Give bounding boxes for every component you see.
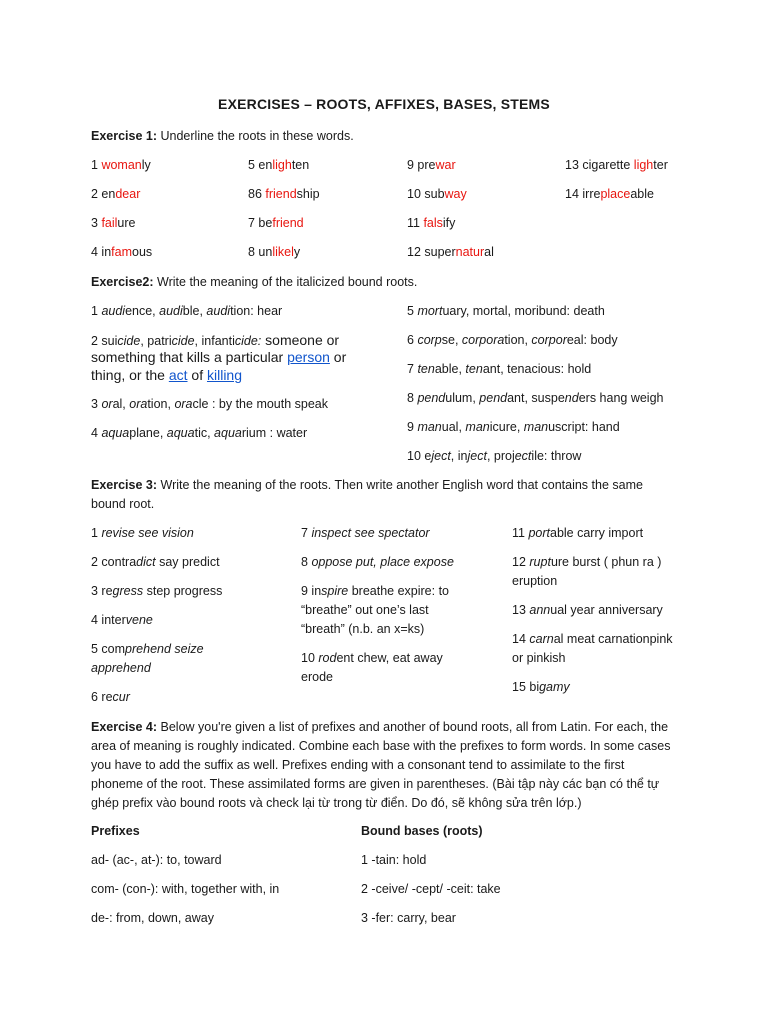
root-highlight: fam (111, 245, 132, 259)
exercise-3-item-4: 4 intervene (91, 613, 153, 627)
exercise-1-word: 9 prewar (407, 158, 456, 172)
exercise-1-word: 14 irreplaceable (565, 187, 654, 201)
root-highlight: ligh (272, 158, 292, 172)
exercise-2-item-9: 9 manual, manicure, manuscript: hand (407, 420, 620, 434)
exercise-3-instruction: Write the meaning of the roots. Then write another English word that contains the same (157, 478, 643, 492)
exercise-2-item-2-definition-line-2: something that kills a particular person or (91, 349, 347, 365)
exercise-3-item-12-line-2: eruption (512, 574, 558, 588)
exercise-1-word: 1 womanly (91, 158, 151, 172)
bound-bases-header: Bound bases (roots) (361, 824, 483, 838)
exercise-3-item-10-line-2: erode (301, 670, 333, 684)
exercise-2-instruction: Write the meaning of the italicized bound roots. (153, 275, 418, 289)
exercise-3-item-10: 10 rodent chew, eat away (301, 651, 443, 665)
exercise-3-item-5: 5 comprehend seize (91, 642, 204, 656)
exercise-3-item-9-line-2: “breathe” out one’s last (301, 603, 429, 617)
prefixes-header: Prefixes (91, 824, 140, 838)
base-item: 1 -tain: hold (361, 853, 427, 867)
exercise-1-word: 10 subway (407, 187, 467, 201)
root-highlight: friend (265, 187, 297, 201)
exercise-3-item-11: 11 portable carry import (512, 526, 644, 540)
root-highlight: ligh (633, 158, 654, 172)
exercise-1-word: 2 endear (91, 187, 141, 201)
exercise-1-instruction: Underline the roots in these words. (157, 129, 354, 143)
exercise-2-item-4: 4 aquaplane, aquatic, aquarium : water (91, 426, 308, 440)
exercise-2-item-2: 2 suicide, patricide, infanticide: someone or (91, 332, 340, 348)
exercise-3-instruction-line-2: bound root. (91, 497, 155, 511)
exercise-1-word: 12 supernatural (407, 245, 494, 259)
exercise-1-word: 11 falsify (407, 216, 456, 230)
root-highlight: place (600, 187, 631, 201)
exercise-3-item-1: 1 revise see vision (91, 526, 194, 540)
root-highlight: woman (101, 158, 142, 172)
exercise-3-item-2: 2 contradict say predict (91, 555, 220, 569)
exercise-1-word: 8 unlikely (248, 245, 301, 259)
root-highlight: war (435, 158, 456, 172)
exercise-4-instruction-line-3: you have to add the suffix as well. Prefixes ending with a consonant tend to assimilate to the first (91, 758, 625, 772)
root-highlight: dear (115, 187, 141, 201)
root-highlight: fail (101, 216, 118, 230)
exercise-1-heading (91, 127, 354, 145)
exercise-1-word: 7 befriend (248, 216, 304, 230)
exercise-3-item-13: 13 annual year anniversary (512, 603, 663, 617)
exercise-2-heading (91, 273, 417, 291)
exercise-3-item-5-line-2: apprehend (91, 661, 151, 675)
exercise-3-label: Exercise 3: (91, 478, 158, 492)
exercise-1-word: 3 failure (91, 216, 136, 230)
exercise-4-heading (91, 718, 668, 736)
exercise-4-instruction-line-2: area of meaning is roughly indicated. Combine each base with the prefixes to form words. In some cases (91, 739, 671, 753)
exercise-2-item-7: 7 tenable, tenant, tenacious: hold (407, 362, 592, 376)
exercise-2-label: Exercise2: (91, 275, 154, 289)
exercise-2-item-3: 3 oral, oration, oracle : by the mouth speak (91, 397, 329, 411)
prefix-item: com- (con-): with, together with, in (91, 882, 280, 896)
exercise-3-item-14-line-2: or pinkish (512, 651, 566, 665)
root-highlight: likel (272, 245, 294, 259)
exercise-3-heading (91, 476, 643, 494)
exercise-3-item-12: 12 rupture burst ( phun ra ) (512, 555, 662, 569)
exercise-2-item-10: 10 eject, inject, projectile: throw (407, 449, 582, 463)
exercise-1-word: 13 cigarette lighter (565, 158, 668, 172)
exercise-3-item-15: 15 bigamy (512, 680, 570, 694)
exercise-4-instruction-line-4: phoneme of the root. These assimilated forms are given in parentheses. (Bài tập này các bạn có thể tự (91, 777, 660, 791)
exercise-4-label: Exercise 4: (91, 720, 158, 734)
exercise-2-item-5: 5 mortuary, mortal, moribund: death (407, 304, 605, 318)
exercise-3-item-9-line-3: “breath” (n.b. an x=ks) (301, 622, 425, 636)
person-link[interactable]: person (287, 349, 330, 365)
base-item: 2 -ceive/ -cept/ -ceit: take (361, 882, 501, 896)
exercise-1-word: 86 friendship (248, 187, 320, 201)
exercise-3-item-9: 9 inspire breathe expire: to (301, 584, 450, 598)
prefix-item: de-: from, down, away (91, 911, 214, 925)
exercise-3-item-8: 8 oppose put, place expose (301, 555, 454, 569)
exercise-1-label: Exercise 1: (91, 129, 158, 143)
exercise-2-item-1: 1 audience, audible, audition: hear (91, 304, 283, 318)
exercise-4-instruction-line-5: ghép prefix vào bound roots và check lại từ trong từ điển. Do đó, sẽ không sửa trên lớp.) (91, 796, 582, 810)
root-highlight: fals (423, 216, 443, 230)
root-highlight: friend (272, 216, 304, 230)
exercise-2-item-6: 6 corpse, corporation, corporeal: body (407, 333, 618, 347)
exercise-4-instruction-line-1: Below you're given a list of prefixes and another of bound roots, all from Latin. For each, the (157, 720, 669, 734)
root-highlight: natur (455, 245, 485, 259)
exercise-3-item-7: 7 inspect see spectator (301, 526, 430, 540)
act-link[interactable]: act (168, 367, 188, 383)
root-highlight: way (444, 187, 467, 201)
exercise-1-word: 5 enlighten (248, 158, 310, 172)
exercise-2-item-8: 8 pendulum, pendant, suspenders hang weigh (407, 391, 664, 405)
killing-link[interactable]: killing (206, 367, 242, 383)
base-item: 3 -fer: carry, bear (361, 911, 456, 925)
page-title: EXERCISES – ROOTS, AFFIXES, BASES, STEMS (218, 96, 550, 112)
exercise-3-item-3: 3 regress step progress (91, 584, 223, 598)
exercise-3-item-14: 14 carnal meat carnationpink (512, 632, 673, 646)
exercise-3-item-6: 6 recur (91, 690, 130, 704)
prefix-item: ad- (ac-, at-): to, toward (91, 853, 222, 867)
exercise-1-word: 4 infamous (91, 245, 153, 259)
exercise-2-item-2-definition-line-3: thing, or the act of killing (91, 367, 242, 383)
